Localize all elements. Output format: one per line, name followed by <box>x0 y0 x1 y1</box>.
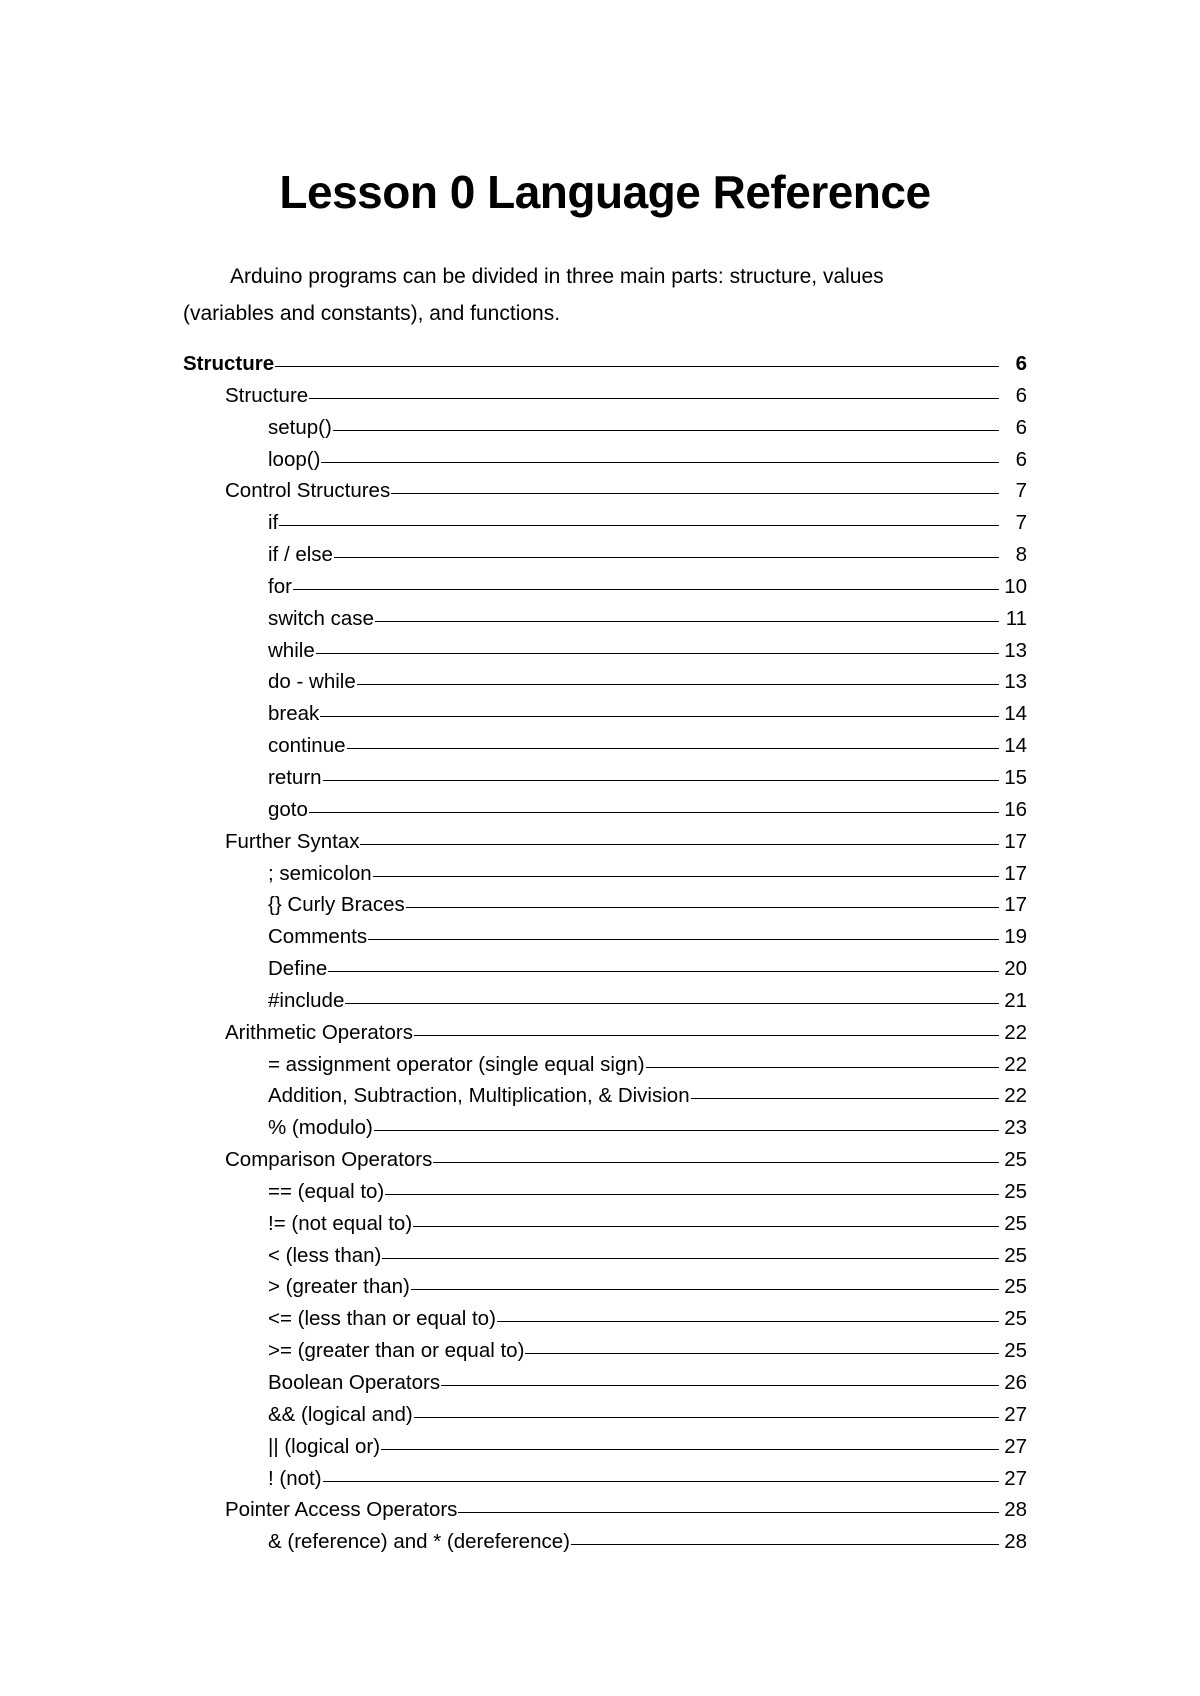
toc-leader-line <box>328 971 999 972</box>
toc-entry[interactable] <box>183 1367 1027 1399</box>
toc-leader-line <box>309 398 999 399</box>
toc-leader-line <box>406 907 999 908</box>
toc-entry[interactable] <box>183 603 1027 635</box>
toc-leader-line <box>374 1130 999 1131</box>
toc-entry[interactable] <box>183 1399 1027 1431</box>
toc-entry[interactable] <box>183 1144 1027 1176</box>
toc-entry[interactable] <box>183 1049 1027 1081</box>
toc-entry-label: Define <box>268 957 328 981</box>
toc-entry-label: Structure <box>183 352 275 375</box>
toc-entry-label: <= (less than or equal to) <box>268 1307 496 1331</box>
toc-entry[interactable] <box>183 444 1027 476</box>
toc-entry-label: continue <box>268 734 346 758</box>
toc-entry-page-number: 28 <box>1004 1498 1027 1522</box>
toc-entry-label: % (modulo) <box>268 1116 373 1140</box>
toc-entry-page-number: 27 <box>1004 1466 1027 1490</box>
toc-entry-page-number: 22 <box>1004 1020 1027 1044</box>
toc-leader-line <box>368 939 999 940</box>
toc-leader-line <box>333 430 999 431</box>
toc-entry[interactable] <box>183 698 1027 730</box>
toc-entry-label: while <box>268 638 315 662</box>
toc-entry-page-number: 6 <box>1015 383 1027 407</box>
toc-entry[interactable] <box>183 762 1027 794</box>
toc-entry-page-number: 17 <box>1004 893 1027 917</box>
toc-entry-page-number: 22 <box>1004 1084 1027 1108</box>
toc-entry[interactable] <box>183 826 1027 858</box>
toc-entry-label: loop() <box>268 447 321 471</box>
toc-entry-page-number: 22 <box>1004 1052 1027 1076</box>
toc-leader-line <box>571 1544 999 1545</box>
toc-entry[interactable] <box>183 1526 1027 1558</box>
toc-entry-page-number: 25 <box>1004 1179 1027 1203</box>
toc-entry-page-number: 14 <box>1004 702 1027 726</box>
toc-leader-line <box>433 1162 999 1163</box>
toc-entry-page-number: 17 <box>1004 861 1027 885</box>
toc-entry-label: if / else <box>268 543 333 567</box>
toc-entry-page-number: 21 <box>1004 988 1027 1012</box>
toc-entry[interactable] <box>183 921 1027 953</box>
toc-entry-page-number: 8 <box>1015 543 1027 567</box>
toc-entry-label: switch case <box>268 606 374 630</box>
toc-entry[interactable] <box>183 730 1027 762</box>
toc-leader-line <box>441 1385 999 1386</box>
toc-entry-label: < (less than) <box>268 1243 382 1267</box>
intro-paragraph <box>183 258 1043 332</box>
toc-entry[interactable] <box>183 635 1027 667</box>
toc-entry-label: > (greater than) <box>268 1275 410 1299</box>
toc-entry[interactable] <box>183 1463 1027 1495</box>
toc-entry-page-number: 20 <box>1004 957 1027 981</box>
toc-entry-label: & (reference) and * (dereference) <box>268 1530 570 1554</box>
toc-entry-page-number: 25 <box>1004 1339 1027 1363</box>
toc-entry-label: ! (not) <box>268 1466 322 1490</box>
toc-leader-line <box>414 1417 999 1418</box>
toc-leader-line <box>458 1512 999 1513</box>
toc-entry-label: Addition, Subtraction, Multiplication, & Division <box>268 1084 690 1108</box>
toc-entry[interactable] <box>183 1112 1027 1144</box>
toc-entry-label: break <box>268 702 320 726</box>
toc-leader-line <box>414 1035 999 1036</box>
toc-leader-line <box>411 1289 999 1290</box>
toc-entry-page-number: 15 <box>1004 765 1027 789</box>
toc-leader-line <box>525 1353 999 1354</box>
toc-leader-line <box>391 493 999 494</box>
toc-leader-line <box>320 716 999 717</box>
toc-leader-line <box>293 589 999 590</box>
toc-entry-label: ; semicolon <box>268 861 372 885</box>
toc-entry[interactable] <box>183 507 1027 539</box>
toc-leader-line <box>357 684 999 685</box>
toc-leader-line <box>381 1449 999 1450</box>
toc-entry-page-number: 25 <box>1004 1211 1027 1235</box>
toc-entry[interactable] <box>183 794 1027 826</box>
toc-entry[interactable] <box>183 380 1027 412</box>
toc-entry-label: == (equal to) <box>268 1179 385 1203</box>
toc-entry-label: for <box>268 574 292 598</box>
toc-entry[interactable] <box>183 1335 1027 1367</box>
toc-entry-page-number: 6 <box>1015 352 1027 375</box>
toc-entry[interactable] <box>183 539 1027 571</box>
toc-entry-page-number: 25 <box>1004 1148 1027 1172</box>
toc-entry[interactable] <box>183 571 1027 603</box>
toc-entry[interactable] <box>183 1176 1027 1208</box>
toc-entry-page-number: 27 <box>1004 1402 1027 1426</box>
toc-entry-page-number: 14 <box>1004 734 1027 758</box>
toc-entry-label: != (not equal to) <box>268 1211 413 1235</box>
toc-entry-page-number: 17 <box>1004 829 1027 853</box>
toc-leader-line <box>316 653 999 654</box>
toc-entry[interactable] <box>183 1080 1027 1112</box>
toc-entry[interactable] <box>183 666 1027 698</box>
toc-entry[interactable] <box>183 1017 1027 1049</box>
toc-entry[interactable] <box>183 953 1027 985</box>
toc-entry-page-number: 7 <box>1015 479 1027 503</box>
toc-entry-label: if <box>268 511 279 535</box>
toc-entry-page-number: 26 <box>1004 1371 1027 1394</box>
toc-entry-label: && (logical and) <box>268 1402 413 1426</box>
toc-entry-label: Structure <box>225 383 309 407</box>
page-title: Lesson 0 Language Reference <box>279 166 931 218</box>
table-of-contents <box>183 348 1027 1558</box>
toc-leader-line <box>691 1098 999 1099</box>
toc-entry[interactable] <box>183 985 1027 1017</box>
toc-entry-label: Further Syntax <box>225 829 360 853</box>
intro-line-2: (variables and constants), and functions. <box>183 302 561 325</box>
toc-entry-page-number: 25 <box>1004 1275 1027 1299</box>
toc-entry-page-number: 23 <box>1004 1116 1027 1140</box>
toc-entry-page-number: 11 <box>1005 606 1027 630</box>
toc-entry-page-number: 19 <box>1004 925 1027 949</box>
toc-entry-label: Comments <box>268 925 368 949</box>
toc-entry[interactable] <box>183 475 1027 507</box>
toc-entry-label: Pointer Access Operators <box>225 1498 458 1522</box>
toc-entry-page-number: 25 <box>1004 1243 1027 1267</box>
toc-entry[interactable] <box>183 1431 1027 1463</box>
intro-line-1: Arduino programs can be divided in three main parts: structure, values <box>230 265 884 288</box>
toc-leader-line <box>382 1258 999 1259</box>
toc-entry[interactable] <box>183 858 1027 890</box>
toc-entry-label: Arithmetic Operators <box>225 1020 413 1044</box>
toc-entry[interactable] <box>183 1494 1027 1526</box>
toc-entry-label: {} Curly Braces <box>268 893 405 917</box>
toc-entry[interactable] <box>183 1271 1027 1303</box>
toc-entry-label: goto <box>268 797 308 821</box>
toc-entry-page-number: 6 <box>1015 447 1027 471</box>
toc-entry[interactable] <box>183 1208 1027 1240</box>
toc-entry[interactable] <box>183 412 1027 444</box>
toc-entry[interactable] <box>183 1303 1027 1335</box>
toc-leader-line <box>279 525 999 526</box>
toc-entry-label: Boolean Operators <box>268 1371 441 1394</box>
toc-leader-line <box>347 748 999 749</box>
toc-entry-page-number: 16 <box>1004 797 1027 821</box>
toc-leader-line <box>360 844 999 845</box>
toc-leader-line <box>497 1321 999 1322</box>
toc-leader-line <box>413 1226 999 1227</box>
toc-entry-label: do - while <box>268 670 356 694</box>
toc-entry-label: Control Structures <box>225 479 391 503</box>
toc-entry-page-number: 7 <box>1015 511 1027 535</box>
toc-entry-label: return <box>268 765 322 789</box>
toc-entry-label: || (logical or) <box>268 1434 381 1458</box>
toc-leader-line <box>385 1194 999 1195</box>
toc-leader-line <box>373 876 999 877</box>
toc-leader-line <box>375 621 999 622</box>
toc-entry[interactable] <box>183 889 1027 921</box>
toc-entry-page-number: 10 <box>1004 574 1027 598</box>
toc-leader-line <box>323 1481 999 1482</box>
toc-entry-label: >= (greater than or equal to) <box>268 1339 525 1363</box>
toc-leader-line <box>345 1003 999 1004</box>
toc-entry-label: #include <box>268 988 345 1012</box>
toc-entry-page-number: 6 <box>1015 415 1027 439</box>
toc-entry-label: setup() <box>268 415 332 439</box>
toc-entry-page-number: 28 <box>1004 1530 1027 1554</box>
toc-entry-label: Comparison Operators <box>225 1148 433 1172</box>
toc-entry-label: = assignment operator (single equal sign) <box>268 1052 645 1076</box>
toc-entry[interactable] <box>183 348 1027 380</box>
toc-leader-line <box>275 366 999 367</box>
toc-entry-page-number: 13 <box>1004 638 1027 662</box>
toc-entry-page-number: 25 <box>1004 1307 1027 1331</box>
toc-entry-page-number: 27 <box>1004 1434 1027 1458</box>
toc-entry[interactable] <box>183 1240 1027 1272</box>
toc-entry-page-number: 13 <box>1004 670 1027 694</box>
toc-leader-line <box>321 462 999 463</box>
toc-leader-line <box>323 780 999 781</box>
toc-leader-line <box>334 557 999 558</box>
toc-leader-line <box>309 812 999 813</box>
toc-leader-line <box>646 1067 999 1068</box>
